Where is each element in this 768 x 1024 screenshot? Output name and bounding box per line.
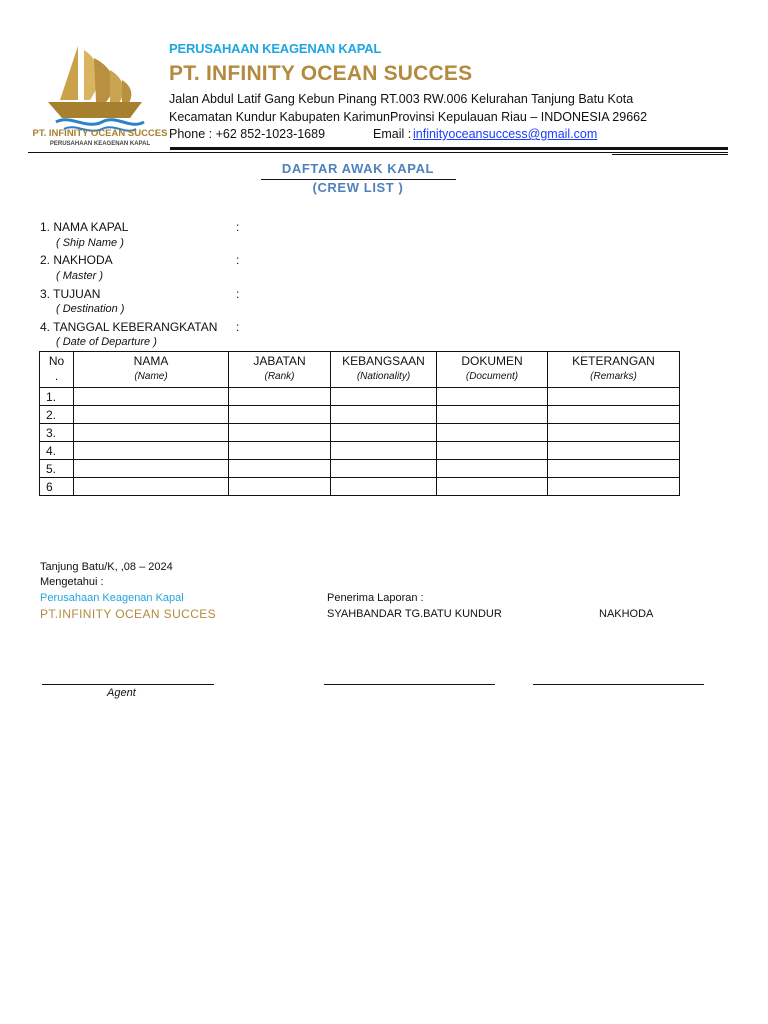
col-document-label: DOKUMEN: [461, 354, 523, 368]
field-master-colon: :: [236, 253, 240, 267]
cell-remarks[interactable]: [548, 478, 680, 496]
col-name-sub: (Name): [134, 371, 168, 382]
master-label: NAKHODA: [599, 608, 654, 620]
cell-rank[interactable]: [229, 460, 331, 478]
receiver-name: SYAHBANDAR TG.BATU KUNDUR: [327, 608, 502, 620]
cell-rank[interactable]: [229, 478, 331, 496]
field-master-sub: ( Master ): [56, 270, 104, 282]
col-nationality-sub: (Nationality): [356, 371, 411, 382]
agent-signature-line: [42, 684, 214, 685]
col-rank-label: JABATAN: [253, 354, 306, 368]
col-rank-sub: (Rank): [264, 371, 295, 382]
col-document-header: [437, 352, 548, 388]
logo-text: PT. INFINITY OCEAN SUCCES: [32, 128, 168, 139]
field-destination-label: 3. TUJUAN: [40, 287, 101, 301]
col-name-label: NAMA: [133, 354, 169, 368]
table-row: [40, 406, 680, 424]
email-link[interactable]: infinityoceansuccess@gmail.com: [413, 127, 598, 141]
field-departure-sub: ( Date of Departure ): [56, 336, 157, 348]
cell-remarks[interactable]: [548, 388, 680, 406]
cell-nationality[interactable]: [331, 424, 437, 442]
cell-nationality[interactable]: [331, 388, 437, 406]
col-remarks-sub: (Remarks): [590, 371, 637, 382]
col-no-header: [40, 352, 74, 388]
cell-rank[interactable]: [229, 406, 331, 424]
cell-document[interactable]: [437, 406, 548, 424]
header-divider-thin-right: [612, 154, 728, 155]
cell-name[interactable]: [74, 442, 229, 460]
phone-line: Phone : +62 852-1023-1689: [169, 127, 326, 141]
receiver-signature-line: [324, 684, 495, 685]
col-name-header: [74, 352, 229, 388]
cell-remarks[interactable]: [548, 442, 680, 460]
email-label: Email :: [373, 127, 412, 141]
crew-table: [39, 351, 680, 496]
address-line-1: Jalan Abdul Latif Gang Kebun Pinang RT.003 RW.006 Kelurahan Tanjung Batu Kota: [169, 92, 634, 106]
cell-nationality[interactable]: [331, 478, 437, 496]
field-ship-name-sub: ( Ship Name ): [56, 237, 124, 249]
agency-name: PT.INFINITY OCEAN SUCCES: [40, 607, 217, 621]
field-ship-name-label: 1. NAMA KAPAL: [40, 220, 129, 234]
field-master-label: 2. NAKHODA: [40, 253, 113, 267]
cell-name[interactable]: [74, 406, 229, 424]
document-title: DAFTAR AWAK KAPAL: [281, 161, 435, 176]
cell-remarks[interactable]: [548, 406, 680, 424]
company-name: PT. INFINITY OCEAN SUCCES: [169, 62, 473, 85]
cell-document[interactable]: [437, 478, 548, 496]
receiver-label: Penerima Laporan :: [327, 592, 424, 604]
row-number: 3.: [40, 424, 74, 442]
document-subtitle: (CREW LIST ): [312, 180, 404, 195]
header-divider-thick: [170, 147, 728, 150]
cell-rank[interactable]: [229, 424, 331, 442]
cell-name[interactable]: [74, 478, 229, 496]
cell-rank[interactable]: [229, 442, 331, 460]
col-no-label: No: [48, 354, 65, 368]
row-number: 2.: [40, 406, 74, 424]
cell-nationality[interactable]: [331, 460, 437, 478]
field-destination-sub: ( Destination ): [56, 303, 125, 315]
agency-type: Perusahaan Keagenan Kapal: [40, 592, 184, 604]
field-departure-colon: :: [236, 320, 240, 334]
table-row: [40, 460, 680, 478]
cell-name[interactable]: [74, 460, 229, 478]
place-date: Tanjung Batu/K, ,08 – 2024: [40, 561, 173, 573]
col-remarks-label: KETERANGAN: [572, 354, 655, 368]
cell-nationality[interactable]: [331, 442, 437, 460]
company-subtitle: PERUSAHAAN KEAGENAN KAPAL: [169, 41, 382, 56]
cell-document[interactable]: [437, 388, 548, 406]
row-number: 1.: [40, 388, 74, 406]
acknowledged-label: Mengetahui :: [40, 576, 104, 588]
row-number: 5.: [40, 460, 74, 478]
agent-label: Agent: [107, 687, 136, 699]
company-logo: [30, 40, 170, 148]
col-no-label-dot: .: [54, 369, 59, 383]
cell-remarks[interactable]: [548, 460, 680, 478]
table-row: [40, 424, 680, 442]
table-header-row: [40, 352, 680, 388]
cell-nationality[interactable]: [331, 406, 437, 424]
col-nationality-header: [331, 352, 437, 388]
table-row: [40, 388, 680, 406]
col-nationality-label: KEBANGSAAN: [342, 354, 425, 368]
master-signature-line: [533, 684, 704, 685]
cell-document[interactable]: [437, 442, 548, 460]
cell-name[interactable]: [74, 388, 229, 406]
logo-subtext: PERUSAHAAN KEAGENAN KAPAL: [49, 141, 151, 147]
table-row: [40, 442, 680, 460]
row-number: 4.: [40, 442, 74, 460]
cell-name[interactable]: [74, 424, 229, 442]
field-destination-colon: :: [236, 287, 240, 301]
col-document-sub: (Document): [465, 371, 519, 382]
table-row: [40, 478, 680, 496]
col-rank-header: [229, 352, 331, 388]
cell-rank[interactable]: [229, 388, 331, 406]
field-departure-label: 4. TANGGAL KEBERANGKATAN: [40, 320, 218, 334]
cell-document[interactable]: [437, 460, 548, 478]
cell-remarks[interactable]: [548, 424, 680, 442]
col-remarks-header: [548, 352, 680, 388]
field-ship-name-colon: :: [236, 220, 240, 234]
row-number: 6: [40, 478, 74, 496]
cell-document[interactable]: [437, 424, 548, 442]
header-divider-thin: [28, 152, 728, 153]
address-line-2: Kecamatan Kundur Kabupaten KarimunProvinsi Kepulauan Riau – INDONESIA 29662: [169, 110, 648, 124]
